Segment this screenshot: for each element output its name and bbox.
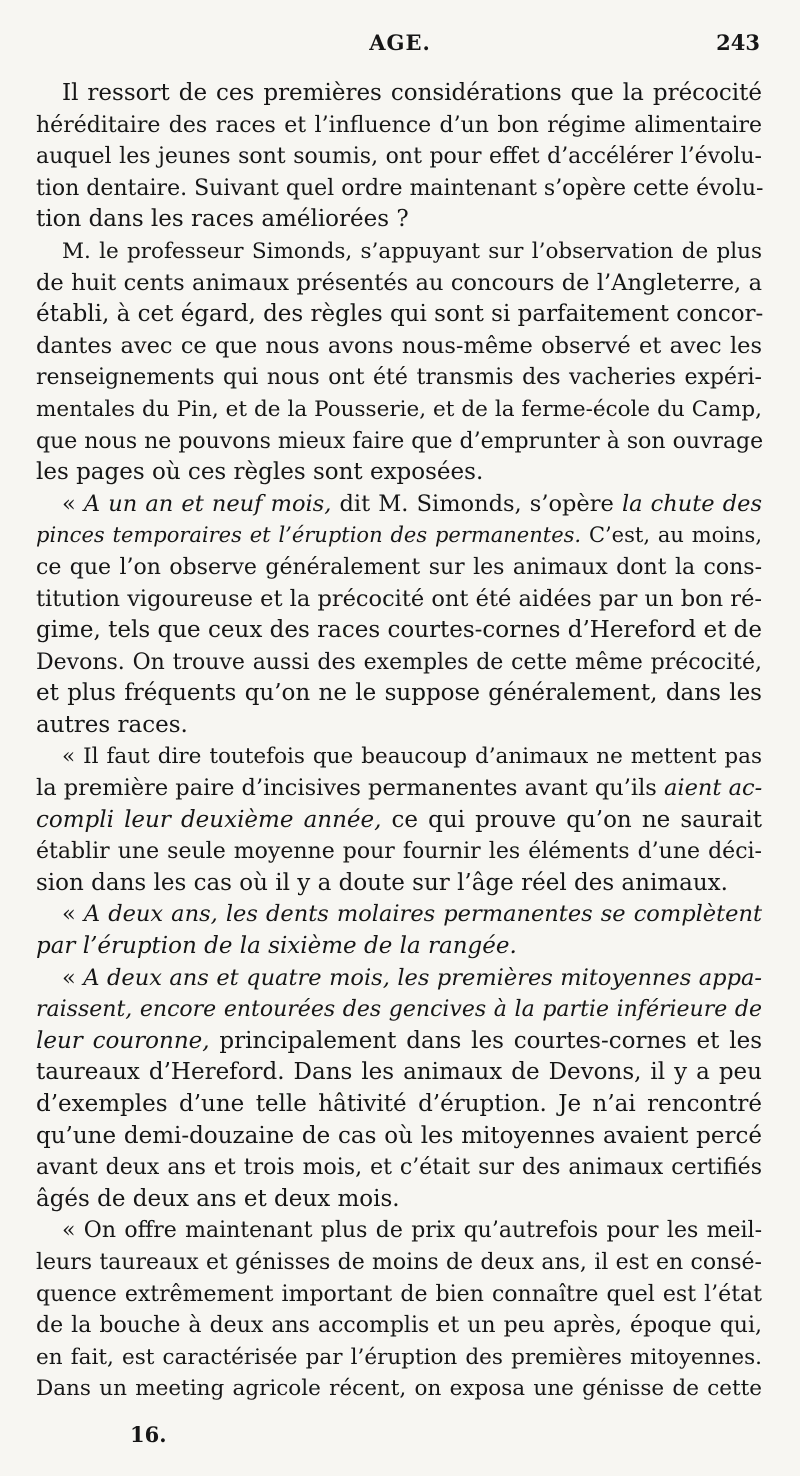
text-line — [36, 1373, 762, 1405]
text-run: « On offre maintenant plus de prix qu’autrefois pour les meil- — [62, 1218, 762, 1244]
text-run: de la bouche à deux ans accomplis et un peu après, époque qui, — [36, 1313, 762, 1339]
text-line — [36, 362, 762, 394]
text-line — [36, 931, 762, 963]
text-line — [36, 141, 762, 173]
text-line — [36, 1026, 762, 1058]
text-run: Il ressort de ces premières considérations que la précocité — [62, 80, 762, 106]
body-text — [36, 78, 762, 1405]
text-run: gime, tels que ceux des races courtes-cornes d’Hereford et de — [36, 617, 762, 644]
text-run: ce que l’on observe généralement sur les animaux dont la cons- — [36, 554, 762, 580]
text-run: « — [62, 490, 84, 517]
text-run: qu’une demi-douzaine de cas où les mitoyennes avaient percé — [36, 1122, 762, 1149]
text-line — [36, 204, 762, 236]
italic-text-run: A deux ans, les dents molaires permanentes se complètent — [83, 901, 762, 928]
text-line — [36, 868, 762, 900]
text-run: M. le professeur Simonds, s’appuyant sur l’observation de plus — [62, 238, 762, 264]
italic-text-run: A deux ans et quatre mois, les premières mitoyennes appa- — [83, 964, 763, 991]
text-line — [36, 552, 762, 584]
text-run: et plus fréquents qu’on ne le suppose généralement, dans les — [36, 680, 762, 707]
text-run: de huit cents animaux présentés au concours de l’Angleterre, a — [36, 269, 762, 296]
text-run: quence extrêmement important de bien connaître quel est l’état — [36, 1281, 762, 1307]
text-line — [36, 1310, 762, 1342]
text-run: la première paire d’incisives permanentes avant qu’ils — [36, 775, 664, 802]
text-run: « Il faut dire toutefois que beaucoup d’animaux ne mettent pas — [62, 744, 762, 770]
text-line — [36, 1184, 762, 1216]
text-line — [36, 110, 762, 142]
text-run: ce qui prouve qu’on ne saurait — [381, 806, 762, 833]
text-line — [36, 520, 762, 552]
text-run: héréditaire des races et l’influence d’un bon régime alimentaire — [36, 112, 762, 138]
italic-text-run: par l’éruption de la sixième de la rangée. — [36, 933, 517, 960]
text-run: âgés de deux ans et deux mois. — [36, 1185, 400, 1212]
running-head-title: AGE. — [369, 30, 431, 55]
text-line — [36, 994, 762, 1026]
text-run: Dans un meeting agricole récent, on exposa une génisse de cette — [36, 1376, 762, 1402]
text-line — [36, 1057, 762, 1089]
text-line — [36, 741, 762, 773]
text-line — [36, 615, 762, 647]
text-run: dit M. Simonds, s’opère — [331, 490, 622, 517]
text-run: en fait, est caractérisée par l’éruption des premières mitoyennes. — [36, 1344, 762, 1370]
text-line — [36, 299, 762, 331]
text-run: principalement dans les courtes-cornes et les — [209, 1027, 762, 1054]
text-run: d’exemples d’une telle hâtivité d’éruption. Je n’ai rencontré — [36, 1091, 762, 1117]
text-line — [36, 963, 762, 995]
text-run: « — [62, 901, 84, 928]
text-line — [36, 805, 762, 837]
text-line — [36, 647, 762, 679]
text-run: mentales du Pin, et de la Pousserie, et de la ferme-école du Camp, — [36, 396, 762, 422]
text-run: tion dentaire. Suivant quel ordre maintenant s’opère cette évolu- — [36, 175, 764, 201]
italic-text-run: A un an et neuf mois, — [83, 490, 332, 517]
text-run: les pages où ces règles sont exposées. — [36, 459, 484, 486]
text-run: dantes avec ce que nous avons nous-même observé et avec les — [36, 332, 762, 359]
text-line — [36, 1279, 762, 1311]
text-line — [36, 1121, 762, 1153]
text-line — [36, 899, 762, 931]
text-line — [36, 331, 762, 363]
text-line — [36, 836, 762, 868]
printer-signature-mark: 16. — [130, 1422, 167, 1447]
text-line — [36, 678, 762, 710]
text-run: « — [62, 964, 84, 991]
text-run: tion dans les races améliorées ? — [36, 206, 409, 233]
text-run: avant deux ans et trois mois, et c’était sur des animaux certifiés — [36, 1155, 762, 1181]
text-run: auquel les jeunes sont soumis, ont pour effet d’accélérer l’évolu- — [36, 144, 762, 170]
text-line — [36, 173, 762, 205]
text-line — [36, 1342, 762, 1374]
italic-text-run: leur couronne, — [36, 1027, 210, 1054]
text-run: leurs taureaux et génisses de moins de deux ans, il est en consé- — [36, 1249, 762, 1275]
text-line — [36, 236, 762, 268]
text-line — [36, 773, 762, 805]
page-number: 243 — [716, 30, 760, 55]
text-run: que nous ne pouvons mieux faire que d’emprunter à son ouvrage — [36, 428, 764, 454]
text-run: sion dans les cas où il y a doute sur l’âge réel des animaux. — [36, 869, 728, 896]
text-line — [36, 457, 762, 489]
text-run: renseignements qui nous ont été transmis des vacheries expéri- — [36, 365, 762, 391]
text-run: taureaux d’Hereford. Dans les animaux de Devons, il y a peu — [36, 1059, 762, 1086]
text-line — [36, 78, 762, 110]
italic-text-run: aient ac- — [664, 775, 763, 802]
text-run: titution vigoureuse et la précocité ont été aidées par un bon ré- — [36, 585, 762, 612]
text-line — [36, 1215, 762, 1247]
text-line — [36, 394, 762, 426]
text-line — [36, 710, 762, 742]
italic-text-run: compli leur deuxième année, — [36, 806, 382, 833]
text-line — [36, 584, 762, 616]
italic-text-run: pinces temporaires et l’éruption des permanentes. — [36, 523, 582, 548]
text-line — [36, 1152, 762, 1184]
text-line — [36, 426, 762, 458]
text-run: établir une seule moyenne pour fournir les éléments d’une déci- — [36, 839, 762, 865]
text-line — [36, 489, 762, 521]
text-line — [36, 1089, 762, 1121]
text-line — [36, 268, 762, 300]
italic-text-run: raissent, encore entourées des gencives à la partie inférieure de — [36, 997, 762, 1023]
text-run: autres races. — [36, 711, 188, 738]
italic-text-run: la chute des — [621, 490, 763, 517]
running-head — [40, 30, 760, 64]
text-run: C’est, au moins, — [581, 523, 762, 548]
text-line — [36, 1247, 762, 1279]
text-run: établi, à cet égard, des règles qui sont si parfaitement concor- — [36, 301, 764, 328]
text-run: Devons. On trouve aussi des exemples de cette même précocité, — [36, 649, 762, 675]
